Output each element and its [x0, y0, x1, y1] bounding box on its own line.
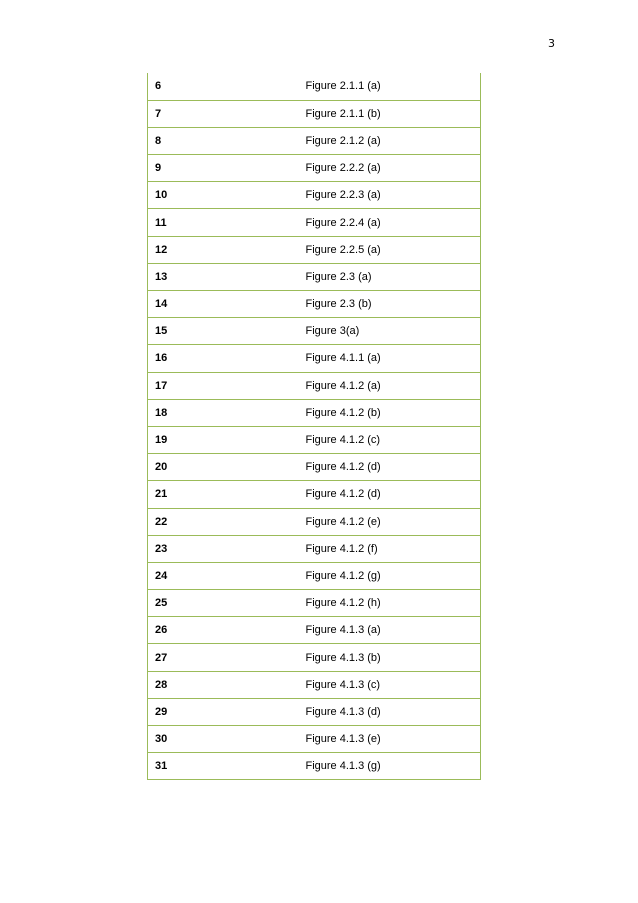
- figure-label-cell: Figure 4.1.3 (a): [298, 617, 481, 644]
- figure-label-cell: Figure 4.1.2 (c): [298, 426, 481, 453]
- table-row: [148, 182, 481, 209]
- figure-label-cell: Figure 4.1.2 (e): [298, 508, 481, 535]
- table-row: [148, 318, 481, 345]
- table-row: [148, 155, 481, 182]
- table-row: [148, 426, 481, 453]
- figure-number-cell: 14: [148, 291, 298, 318]
- figure-number-cell: 18: [148, 399, 298, 426]
- figure-number-cell: 25: [148, 590, 298, 617]
- figure-number-cell: 22: [148, 508, 298, 535]
- table-row: [148, 644, 481, 671]
- figure-number-cell: 17: [148, 372, 298, 399]
- table-row: [148, 617, 481, 644]
- table-row: [148, 73, 481, 100]
- figure-number-cell: 29: [148, 698, 298, 725]
- figure-number-cell: 8: [148, 127, 298, 154]
- table-row: [148, 753, 481, 780]
- table-row: [148, 698, 481, 725]
- table-row: [148, 372, 481, 399]
- table-row: [148, 590, 481, 617]
- figure-label-cell: Figure 2.1.1 (b): [298, 100, 481, 127]
- table-row: [148, 291, 481, 318]
- figure-label-cell: Figure 4.1.2 (d): [298, 454, 481, 481]
- figure-number-cell: 15: [148, 318, 298, 345]
- figure-number-cell: 13: [148, 263, 298, 290]
- figure-label-cell: Figure 2.2.5 (a): [298, 236, 481, 263]
- table-row: [148, 726, 481, 753]
- table-row: [148, 508, 481, 535]
- figure-label-cell: Figure 4.1.2 (f): [298, 535, 481, 562]
- table-row: [148, 209, 481, 236]
- figure-label-cell: Figure 3(a): [298, 318, 481, 345]
- table-row: [148, 100, 481, 127]
- figure-number-cell: 26: [148, 617, 298, 644]
- table-row: [148, 345, 481, 372]
- figure-label-cell: Figure 4.1.2 (a): [298, 372, 481, 399]
- figure-number-cell: 31: [148, 753, 298, 780]
- figure-number-cell: 10: [148, 182, 298, 209]
- figure-number-cell: 16: [148, 345, 298, 372]
- figure-label-cell: Figure 4.1.1 (a): [298, 345, 481, 372]
- figure-label-cell: Figure 4.1.3 (e): [298, 726, 481, 753]
- figure-label-cell: Figure 4.1.2 (b): [298, 399, 481, 426]
- table-row: [148, 236, 481, 263]
- figure-label-cell: Figure 2.2.4 (a): [298, 209, 481, 236]
- figure-number-cell: 7: [148, 100, 298, 127]
- figure-label-cell: Figure 4.1.2 (d): [298, 481, 481, 508]
- figure-label-cell: Figure 4.1.2 (h): [298, 590, 481, 617]
- table-row: [148, 127, 481, 154]
- figure-number-cell: 28: [148, 671, 298, 698]
- figure-label-cell: Figure 4.1.3 (c): [298, 671, 481, 698]
- figure-number-cell: 24: [148, 562, 298, 589]
- figure-number-cell: 11: [148, 209, 298, 236]
- figure-label-cell: Figure 4.1.2 (g): [298, 562, 481, 589]
- page-number: 3: [548, 37, 555, 50]
- table-row: [148, 454, 481, 481]
- figure-label-cell: Figure 2.3 (a): [298, 263, 481, 290]
- table-row: [148, 562, 481, 589]
- figure-number-cell: 12: [148, 236, 298, 263]
- figure-label-cell: Figure 2.3 (b): [298, 291, 481, 318]
- figure-number-cell: 6: [148, 73, 298, 100]
- table-row: [148, 399, 481, 426]
- table-row: [148, 535, 481, 562]
- figure-label-cell: Figure 2.1.1 (a): [298, 73, 481, 100]
- figure-label-cell: Figure 2.1.2 (a): [298, 127, 481, 154]
- figure-label-cell: Figure 4.1.3 (d): [298, 698, 481, 725]
- figure-number-cell: 27: [148, 644, 298, 671]
- figure-number-cell: 20: [148, 454, 298, 481]
- table-row: [148, 671, 481, 698]
- figure-label-cell: Figure 4.1.3 (b): [298, 644, 481, 671]
- table-row: [148, 263, 481, 290]
- figure-number-cell: 9: [148, 155, 298, 182]
- figure-number-cell: 19: [148, 426, 298, 453]
- table-row: [148, 481, 481, 508]
- figure-number-cell: 23: [148, 535, 298, 562]
- figures-table-body: [148, 73, 481, 780]
- figures-table: [147, 73, 481, 780]
- figure-label-cell: Figure 2.2.2 (a): [298, 155, 481, 182]
- figure-number-cell: 21: [148, 481, 298, 508]
- figure-label-cell: Figure 2.2.3 (a): [298, 182, 481, 209]
- figure-label-cell: Figure 4.1.3 (g): [298, 753, 481, 780]
- figure-number-cell: 30: [148, 726, 298, 753]
